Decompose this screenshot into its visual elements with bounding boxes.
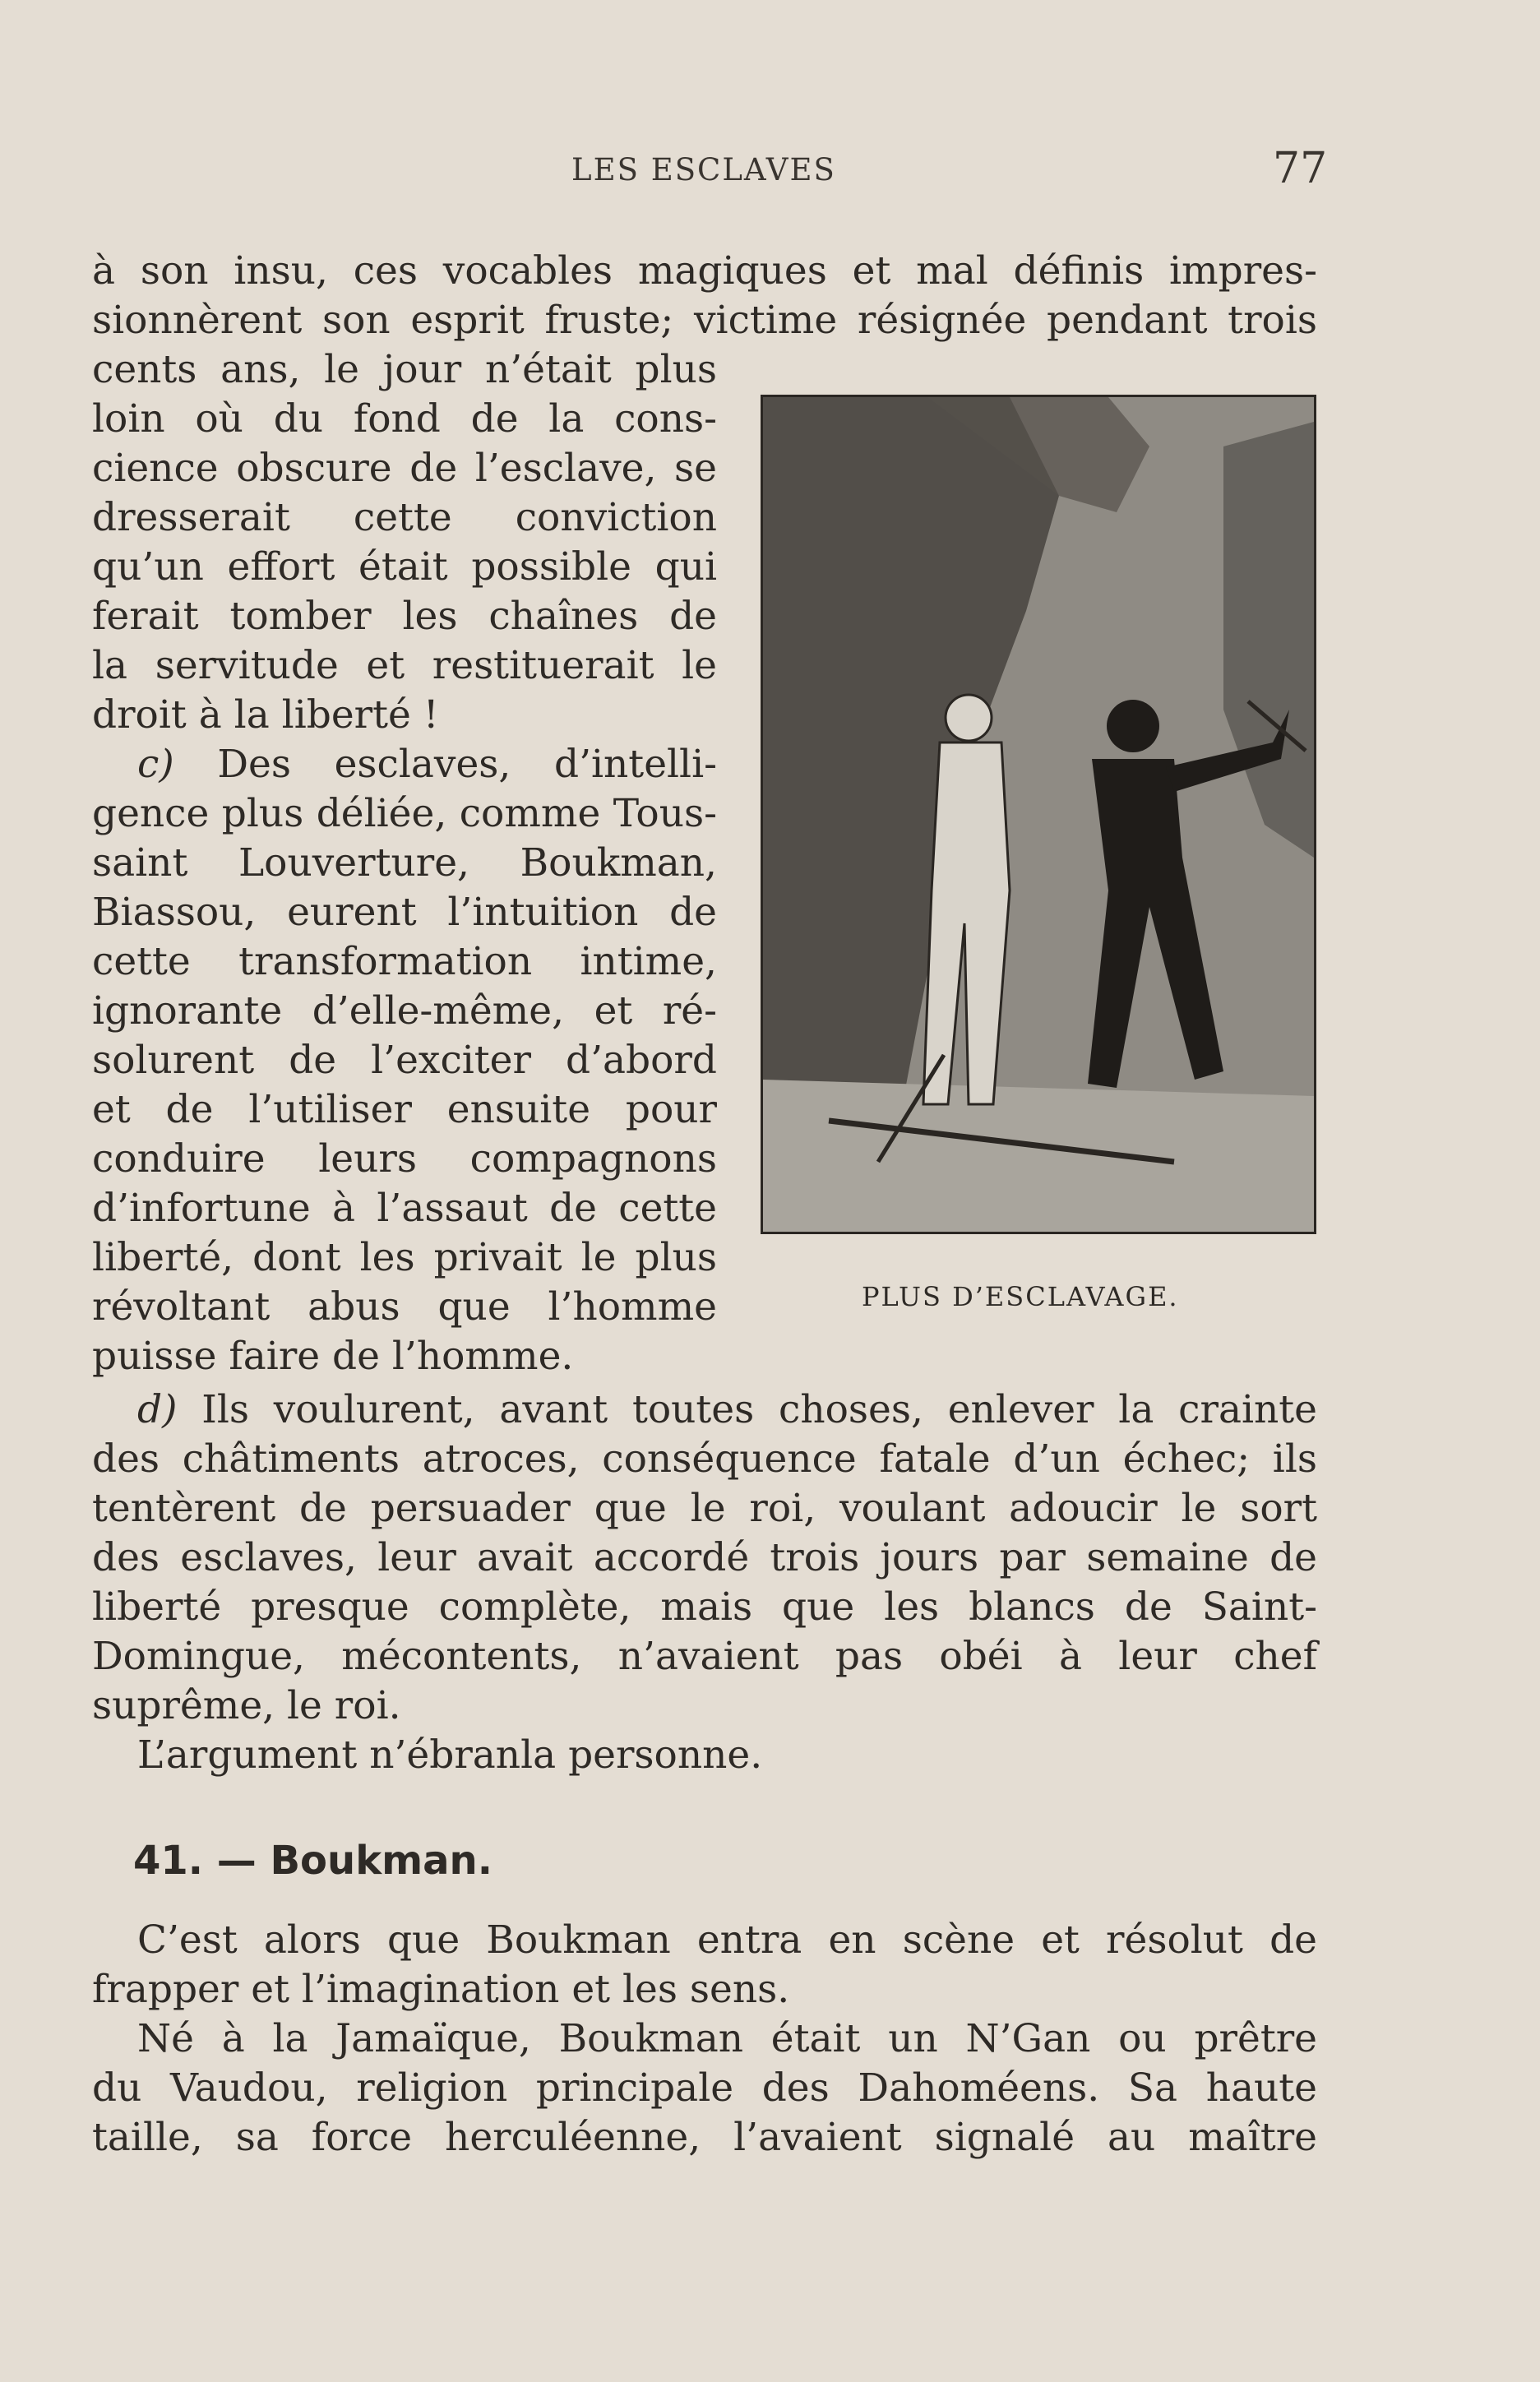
text-line: d’infortune à l’assaut de cette (92, 1186, 717, 1231)
text-line: solurent de l’exciter d’abord (92, 1038, 717, 1083)
text-line: c) Des esclaves, d’intelli- (137, 742, 717, 787)
text-line: frapper et l’imagination et les sens. (92, 1967, 790, 2012)
text-line: tentèrent de persuader que le roi, voulant adoucir le sort (92, 1486, 1317, 1531)
text-line: gence plus déliée, comme Tous- (92, 791, 717, 836)
engraving-drawing (763, 397, 1314, 1232)
text-line: cette transformation intime, (92, 939, 717, 984)
list-label: d) (137, 1387, 178, 1432)
text-line: cents ans, le jour n’était plus (92, 347, 717, 392)
text-line: L’argument n’ébranla personne. (137, 1732, 763, 1778)
text-line: suprême, le roi. (92, 1683, 401, 1728)
text-line: ferait tomber les chaînes de (92, 594, 717, 639)
engraving-illustration (761, 395, 1316, 1234)
text-line: des esclaves, leur avait accordé trois jours par semaine de (92, 1535, 1317, 1580)
text-line: la servitude et restituerait le (92, 643, 717, 688)
text-line: du Vaudou, religion principale des Dahoméens. Sa haute (92, 2065, 1317, 2111)
text-line: dresserait cette conviction (92, 495, 717, 540)
text-line: liberté, dont les privait le plus (92, 1235, 717, 1280)
list-label: c) (137, 742, 174, 787)
text-line: Né à la Jamaïque, Boukman était un N’Gan ou prêtre (137, 2016, 1317, 2061)
text-line: saint Louverture, Boukman, (92, 840, 717, 886)
page-header (0, 144, 1540, 193)
text-line: liberté presque complète, mais que les blancs de Saint- (92, 1584, 1317, 1630)
text-line: sionnèrent son esprit fruste; victime résignée pendant trois (92, 298, 1317, 343)
text-line: ignorante d’elle-même, et ré- (92, 988, 717, 1034)
text-line: révoltant abus que l’homme (92, 1284, 717, 1330)
running-title: LES ESCLAVES (571, 152, 836, 187)
text-line: Domingue, mécontents, n’avaient pas obéi à leur chef (92, 1634, 1317, 1679)
text-line: des châtiments atroces, conséquence fatale d’un échec; ils (92, 1436, 1317, 1482)
text-line: C’est alors que Boukman entra en scène et résolut de (137, 1917, 1317, 1963)
text-line: conduire leurs compagnons (92, 1136, 717, 1182)
text-line: taille, sa force herculéenne, l’avaient signalé au maître (92, 2115, 1317, 2160)
section-heading: 41. — Boukman. (133, 1838, 493, 1884)
figure-caption: PLUS D’ESCLAVAGE. (862, 1281, 1179, 1312)
text-line: puisse faire de l’homme. (92, 1334, 574, 1379)
text-line: droit à la liberté ! (92, 692, 439, 738)
text-line: à son insu, ces vocables magiques et mal définis impres- (92, 248, 1317, 294)
text-line: d) Ils voulurent, avant toutes choses, enlever la crainte (137, 1387, 1317, 1432)
text-line: cience obscure de l’esclave, se (92, 446, 717, 491)
text-line: qu’un effort était possible qui (92, 544, 717, 590)
text-line: Biassou, eurent l’intuition de (92, 890, 717, 935)
text-line: loin où du fond de la cons- (92, 396, 717, 442)
page-number: 77 (1273, 144, 1328, 193)
text-line: et de l’utiliser ensuite pour (92, 1087, 717, 1132)
